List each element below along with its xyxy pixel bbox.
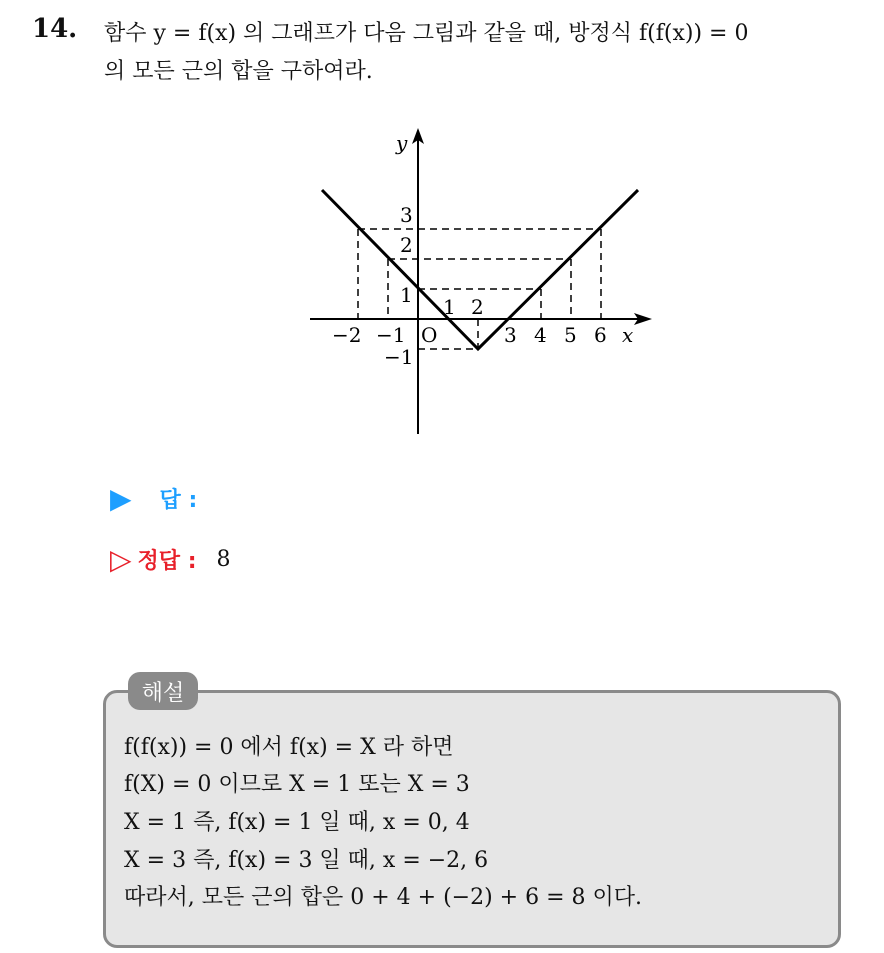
solution-line-5: 따라서, 모든 근의 합은 0 + 4 + (−2) + 6 = 8 이다. [124, 885, 642, 910]
question-text-line2: 의 모든 근의 합을 구하여라. [104, 59, 373, 84]
y-axis-label: y [396, 131, 408, 155]
x-tick-4: 4 [534, 323, 547, 347]
function-graph [300, 122, 660, 442]
solution-line-1: f(f(x)) = 0 에서 f(x) = X 라 하면 [124, 735, 454, 760]
question-text-line1: 함수 y = f(x) 의 그래프가 다음 그림과 같을 때, 방정식 f(f(x)) = 0 [104, 21, 749, 46]
y-tick-2: 2 [400, 233, 413, 257]
y-tick-1: 1 [400, 283, 413, 307]
correct-answer-row [110, 544, 231, 575]
outline-arrow-icon: ▷ [110, 542, 132, 576]
play-arrow-icon: ▶ [110, 481, 132, 515]
x-tick-1: 1 [443, 295, 456, 319]
answer-label: 답 : [159, 488, 198, 513]
y-tick-neg1: −1 [384, 345, 414, 369]
answer-row [110, 483, 197, 514]
solution-line-4: X = 3 즉, f(x) = 3 일 때, x = −2, 6 [124, 848, 489, 873]
origin-label: O [421, 323, 438, 347]
question-number: 14. [32, 14, 78, 44]
x-tick-neg1: −1 [376, 323, 406, 347]
solution-tag: 해설 [128, 672, 198, 710]
x-tick-2: 2 [471, 295, 484, 319]
x-axis-label: x [622, 323, 634, 347]
axes [310, 136, 638, 434]
x-tick-6: 6 [594, 323, 607, 347]
solution-line-3: X = 1 즉, f(x) = 1 일 때, x = 0, 4 [124, 810, 470, 835]
x-tick-5: 5 [564, 323, 577, 347]
x-tick-3: 3 [504, 323, 517, 347]
correct-answer-value: 8 [216, 547, 231, 572]
function-curve [322, 190, 638, 349]
correct-answer-label: 정답 : [137, 549, 197, 574]
x-tick-neg2: −2 [332, 323, 362, 347]
y-tick-3: 3 [400, 203, 413, 227]
solution-line-2: f(X) = 0 이므로 X = 1 또는 X = 3 [124, 772, 470, 797]
